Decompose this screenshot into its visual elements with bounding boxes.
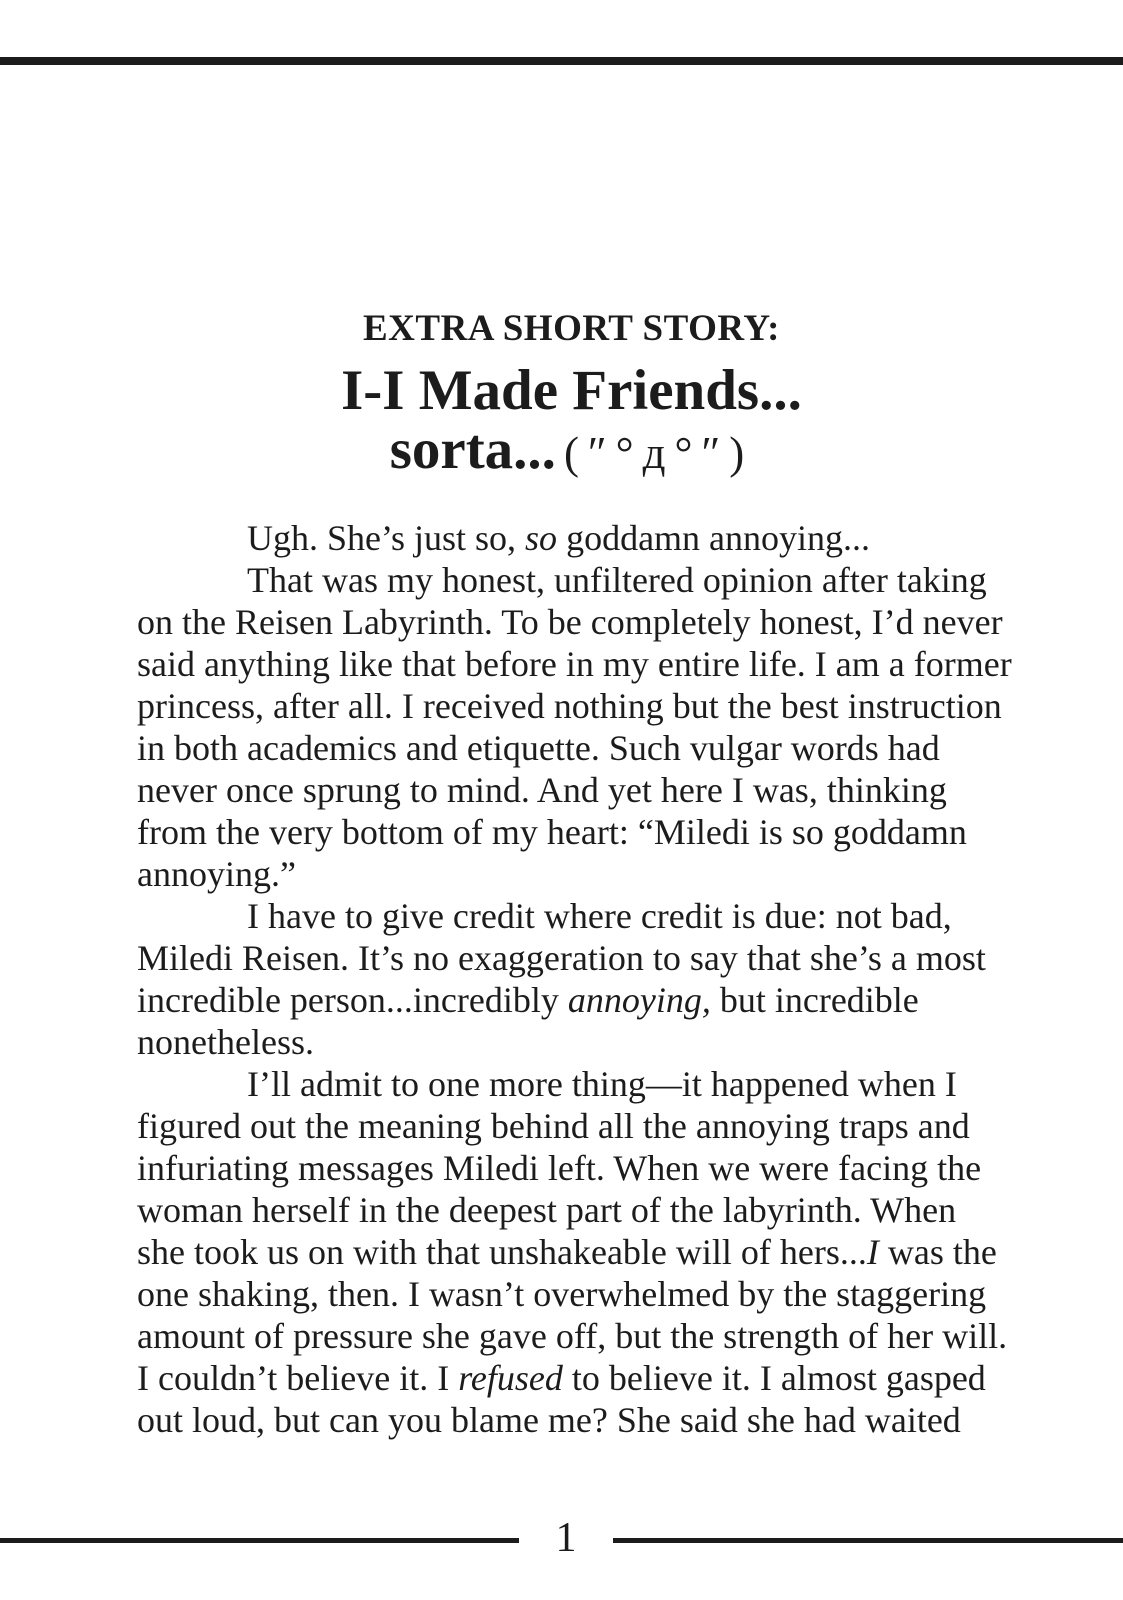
- body-line: [137, 1063, 1087, 1105]
- body-segment: Miledi Reisen. It’s no exaggeration to say that she’s a most: [137, 938, 986, 978]
- body-segment: from the very bottom of my heart: “Miledi is so goddamn: [137, 812, 967, 852]
- body-segment: out loud, but can you blame me? She said she had waited: [137, 1400, 961, 1440]
- chapter-kicker: EXTRA SHORT STORY:: [363, 308, 780, 349]
- top-rule: [0, 57, 1123, 65]
- body-segment: never once sprung to mind. And yet here I was, thinking: [137, 770, 947, 810]
- body-segment: in both academics and etiquette. Such vulgar words had: [137, 728, 940, 768]
- body-segment: princess, after all. I received nothing but the best instruction: [137, 686, 1002, 726]
- body-segment: That was my honest, unfiltered opinion after taking: [247, 560, 987, 600]
- footer-rule-left: [0, 1538, 519, 1543]
- body-segment: to believe it. I almost gasped: [562, 1358, 986, 1398]
- body-line: [137, 517, 1087, 559]
- body-line: [137, 811, 1087, 853]
- chapter-subtitle-text: sorta...: [389, 418, 556, 481]
- body-line: [137, 1189, 1087, 1231]
- body-line: [137, 559, 1087, 601]
- body-line: [137, 1021, 1087, 1063]
- body-line: [137, 601, 1087, 643]
- body-segment: was the: [878, 1232, 997, 1272]
- body-segment: said anything like that before in my entire life. I am a former: [137, 644, 1012, 684]
- body-segment: amount of pressure she gave off, but the strength of her will.: [137, 1316, 1008, 1356]
- body-segment: I couldn’t believe it. I: [137, 1358, 459, 1398]
- body-line: [137, 643, 1087, 685]
- body-line: [137, 853, 1087, 895]
- body-segment-italic: annoying,: [567, 980, 711, 1020]
- body-line: [137, 769, 1087, 811]
- body-segment: I have to give credit where credit is due: not bad,: [247, 896, 952, 936]
- body-segment: goddamn annoying...: [557, 518, 871, 558]
- body-segment: Ugh. She’s just so,: [247, 518, 526, 558]
- body-segment: woman herself in the deepest part of the labyrinth. When: [137, 1190, 957, 1230]
- body-line: [137, 727, 1087, 769]
- body-segment-italic: refused: [458, 1358, 563, 1398]
- body-line: [137, 937, 1087, 979]
- body-segment-italic: I: [866, 1232, 879, 1272]
- chapter-title: I-I Made Friends...: [341, 359, 802, 422]
- body-segment: incredible person...incredibly: [137, 980, 568, 1020]
- body-segment: nonetheless.: [137, 1022, 314, 1062]
- body-line: [137, 685, 1087, 727]
- body-line: [137, 979, 1087, 1021]
- body-line: [137, 1357, 1087, 1399]
- body-segment: annoying.”: [137, 854, 296, 894]
- body-segment: figured out the meaning behind all the annoying traps and: [137, 1106, 970, 1146]
- body-segment: one shaking, then. I wasn’t overwhelmed by the staggering: [137, 1274, 987, 1314]
- page-number: 1: [555, 1515, 577, 1561]
- body-line: [137, 1273, 1087, 1315]
- body-line: [137, 895, 1087, 937]
- body-line: [137, 1105, 1087, 1147]
- body-segment: but incredible: [710, 980, 919, 1020]
- body-segment: I’ll admit to one more thing—it happened when I: [247, 1064, 957, 1104]
- body-segment: infuriating messages Miledi left. When we were facing the: [137, 1148, 982, 1188]
- body-segment-italic: so: [525, 518, 558, 558]
- kaomoji-emoticon: (″°д°″): [563, 428, 754, 478]
- footer-rule-right: [613, 1538, 1123, 1543]
- body-text: [137, 517, 1087, 1441]
- body-line: [137, 1399, 1087, 1441]
- body-line: [137, 1315, 1087, 1357]
- chapter-subtitle: [10, 418, 1123, 481]
- body-segment: on the Reisen Labyrinth. To be completely honest, I’d never: [137, 602, 1003, 642]
- body-segment: she took us on with that unshakeable will of hers...: [137, 1232, 867, 1272]
- body-line: [137, 1147, 1087, 1189]
- body-line: [137, 1231, 1087, 1273]
